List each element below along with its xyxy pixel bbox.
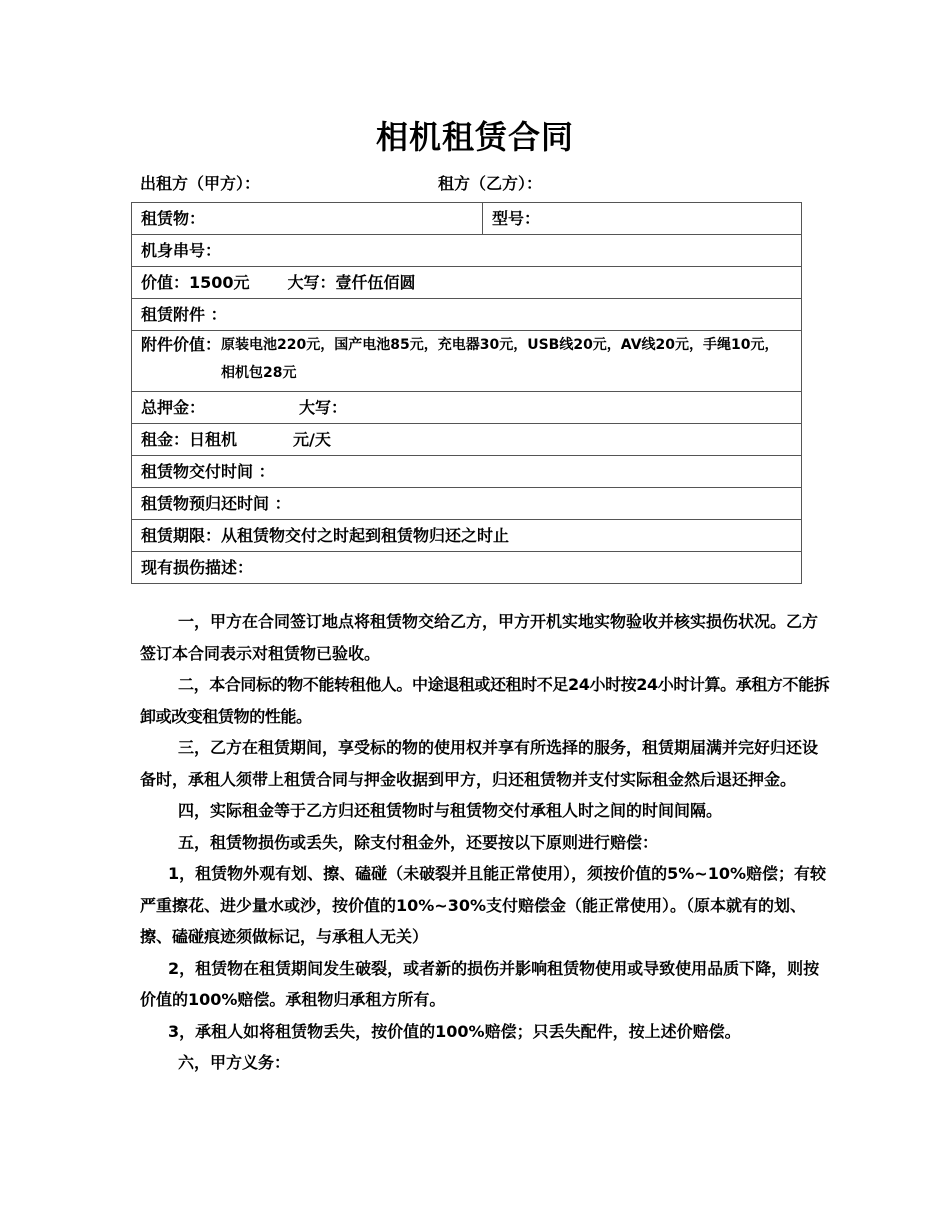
table-row — [132, 520, 802, 552]
rent-label: 租金：日租机 — [141, 429, 238, 449]
accessory-value-cell — [132, 331, 802, 392]
table-row — [132, 456, 802, 488]
serial-cell: 机身串号： — [132, 235, 802, 267]
lease-info-table — [131, 202, 802, 584]
clause-5-item-2: 2，租赁物在租赁期间发生破裂，或者新的损伤并影响租赁物使用或导致使用品质下降，则按价值的100%赔偿。承租物归承租方所有。 — [140, 958, 820, 1009]
deposit-label: 总押金： — [141, 397, 206, 417]
clause-2: 二，本合同标的物不能转租他人。中途退租或还租时不足24小时按24小时计算。承租方不能拆卸或改变租赁物的性能。 — [140, 675, 830, 726]
document-title: 相机租赁合同 — [375, 118, 574, 156]
clause-6: 六，甲方义务： — [178, 1053, 291, 1072]
deposit-cell — [132, 392, 802, 424]
rent-cell — [132, 424, 802, 456]
accessory-value-text: 原装电池220元，国产电池85元，充电器30元，USB线20元，AV线20元，手绳10元，相机包28元 — [221, 337, 779, 381]
deposit-caps: 大写： — [299, 397, 348, 417]
rent-unit: 元/天 — [293, 429, 331, 449]
clause-1: 一，甲方在合同签订地点将租赁物交给乙方，甲方开机实地实物验收并核实损伤状况。乙方签订本合同表示对租赁物已验收。 — [140, 612, 819, 663]
value-cell — [132, 267, 802, 299]
accessory-value-label: 附件价值： — [141, 335, 222, 354]
clause-5-item-3: 3，承租人如将租赁物丢失，按价值的100%赔偿；只丢失配件，按上述价赔偿。 — [168, 1021, 741, 1041]
accessories-cell: 租赁附件 ： — [132, 299, 802, 331]
contract-clauses — [140, 606, 830, 1079]
table-row — [132, 552, 802, 584]
value-caps: 大写：壹仟伍佰圆 — [287, 272, 416, 292]
clause-5-item-1: 1，租赁物外观有划、擦、磕碰（未破裂并且能正常使用），须按价值的5%~10%赔偿；有较严重擦花、进少量水或沙，按价值的10%~30%支付赔偿金（能正常使用）。（原本就有的划、擦、磕碰痕迹须做标记，与承租人无关） — [140, 864, 827, 946]
return-time-cell: 租赁物预归还时间 ： — [132, 488, 802, 520]
clause-3: 三，乙方在租赁期间，享受标的物的使用权并享有所选择的服务，租赁期届满并完好归还设备时，承租人须带上租赁合同与押金收据到甲方，归还租赁物并支付实际租金然后退还押金。 — [140, 738, 819, 789]
lease-term-cell: 租赁期限：从租赁物交付之时起到租赁物归还之时止 — [132, 520, 802, 552]
table-row — [132, 267, 802, 299]
damage-description-cell: 现有损伤描述： — [132, 552, 802, 584]
lessor-label: 出租方（甲方）： — [140, 174, 261, 193]
table-row — [132, 392, 802, 424]
parties-line — [140, 171, 820, 195]
clause-4: 四，实际租金等于乙方归还租赁物时与租赁物交付承租人时之间的时间间隔。 — [178, 801, 723, 820]
table-row — [132, 331, 802, 392]
model-cell: 型号： — [483, 203, 802, 235]
table-row — [132, 203, 802, 235]
table-row — [132, 424, 802, 456]
lessee-label: 租方（乙方）： — [438, 174, 543, 193]
clause-5: 五，租赁物损伤或丢失，除支付租金外，还要按以下原则进行赔偿： — [178, 832, 659, 852]
item-cell: 租赁物： — [132, 203, 483, 235]
value-label: 价值：1500元 — [141, 272, 250, 292]
table-row — [132, 235, 802, 267]
table-row — [132, 299, 802, 331]
table-row — [132, 488, 802, 520]
delivery-time-cell: 租赁物交付时间 ： — [132, 456, 802, 488]
